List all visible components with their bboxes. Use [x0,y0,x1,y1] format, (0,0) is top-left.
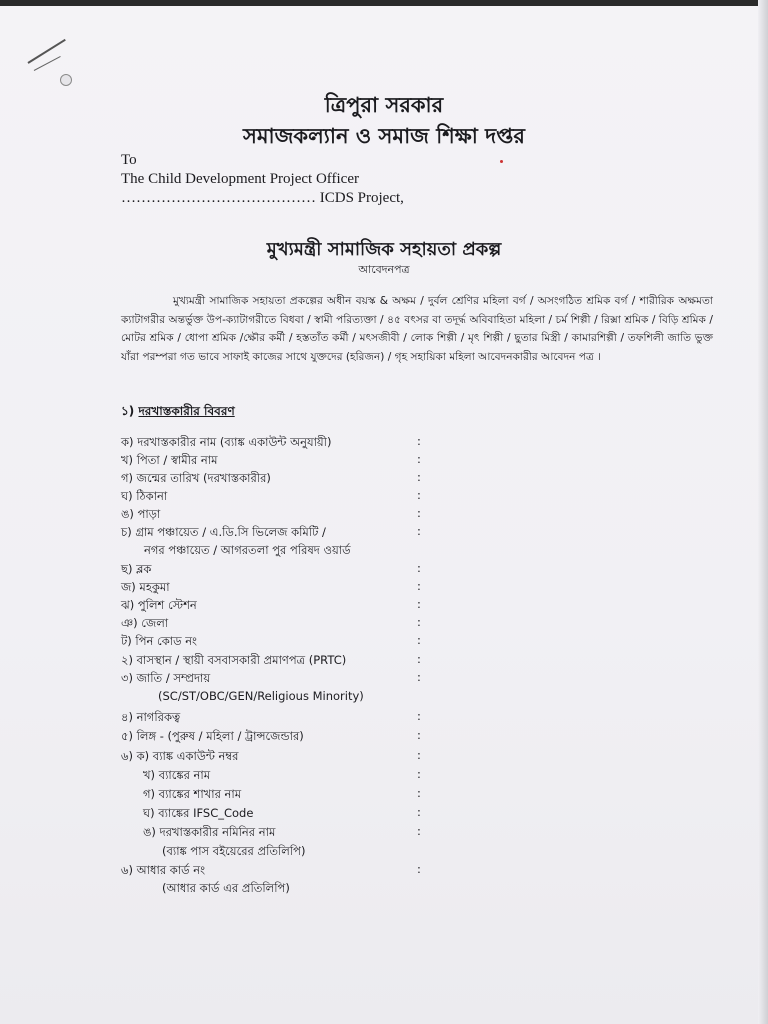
field-label: চ) গ্রাম পঞ্চায়েত / এ.ডি.সি ভিলেজ কমিটি / [121,525,326,539]
form-row [0,452,768,470]
form-row [0,506,768,524]
form-row [0,434,768,452]
address-officer: The Child Development Project Officer [121,171,359,187]
field-label: ৩) জাতি / সম্প্রদায় [121,671,211,685]
field-label: ঝ) পুলিশ স্টেশন [121,598,197,612]
form-row [0,843,768,861]
field-label: জ) মহকুমা [121,580,170,594]
ink-dot [500,160,503,163]
field-label: ঞ) জেলা [121,616,169,630]
field-label: ৪) নাগরিকত্ব [121,710,181,724]
field-colon: : [417,434,421,448]
form-row [0,709,768,727]
field-label: গ) ব্যাঙ্কের শাখার নাম [143,787,242,801]
field-label: নগর পঞ্চায়েত / আগরতলা পুর পরিষদ ওয়ার্ড [144,543,351,557]
field-colon: : [417,524,421,538]
form-row [0,470,768,488]
field-colon: : [417,470,421,484]
pen-mark [27,39,65,64]
section-title: দরখাস্তকারীর বিবরণ [138,404,235,418]
field-colon: : [417,615,421,629]
form-row [0,767,768,785]
form-row [0,880,768,898]
field-label: ঘ) ঠিকানা [121,489,168,503]
field-colon: : [417,633,421,647]
department-title: সমাজকল্যান ও সমাজ শিক্ষা দপ্তর [243,123,525,148]
field-colon: : [417,597,421,611]
form-row [0,561,768,579]
field-colon: : [417,728,421,742]
field-colon: : [417,748,421,762]
field-label: (SC/ST/OBC/GEN/Religious Minority) [158,689,364,703]
field-label: ঙ) পাড়া [121,507,161,521]
field-label: (আধার কার্ড এর প্রতিলিপি) [162,881,290,895]
form-row [0,862,768,880]
form-row [0,524,768,542]
form-row [0,597,768,615]
field-label: খ) পিতা / স্বামীর নাম [121,453,218,467]
form-row [0,728,768,746]
intro-paragraph: মুখ্যমন্ত্রী সামাজিক সহায়তা প্রকল্পের অধীন বয়স্ক & অক্ষম / দুর্বল শ্রেণির মহিলা বর্গ / অসংগঠিত শ্রমিক বর্গ / শারীরিক অক্ষমতা ক্যাটাগরীর অন্তর্ভুক্ত উপ-ক্যাটাগরীতে বিধবা / স্বামী পরিত্যক্তা / ৪৫ বৎসর বা তদূর্দ্ধ অবিবাহিতা মহিলা / চর্ম শিল্পী / রিক্সা শ্রমিক / বিড়ি শ্রমিক / মোটর শ্রমিক / ধোপা শ্রমিক /ক্ষৌর কর্মী / হস্ততাঁত কর্মী / মৎসজীবী / লোক শিল্পী / মৃৎ শিল্পী / ছুতার মিস্ত্রী / কামারশিল্পী / তফশিলী জাতি ভুক্ত যাঁরা পরম্পরা গত ভাবে সাফাই কাজের সাথে যুক্তদের (হরিজন) / গৃহ সহায়িকা মহিলা আবেদনকারীর আবেদন পত্র । [121,295,713,363]
field-label: ক) দরখাস্তকারীর নাম (ব্যাঙ্ক একাউন্ট অনুযায়ী) [121,435,332,449]
field-label: ঙ) দরখাস্তকারীর নমিনির নাম [143,825,276,839]
application-subtitle: আবেদনপত্র [358,263,410,276]
section-heading [121,403,235,423]
field-colon: : [417,786,421,800]
field-label: ঘ) ব্যাঙ্কের IFSC_Code [143,806,254,820]
form-row [0,542,768,560]
form-row [0,824,768,842]
field-label: ৬) আধার কার্ড নং [121,863,206,877]
field-colon: : [417,561,421,575]
form-row [0,689,768,707]
address-project: ………………………………… ICDS Project, [121,190,404,206]
form-row [0,579,768,597]
field-colon: : [417,652,421,666]
section-number: ১) [121,404,135,418]
government-title: ত্রিপুরা সরকার [324,92,444,117]
form-row [0,633,768,651]
field-colon: : [417,862,421,876]
field-colon: : [417,767,421,781]
scheme-title: মুখ্যমন্ত্রী সামাজিক সহায়তা প্রকল্প [266,239,502,260]
form-row [0,488,768,506]
form-row [0,748,768,766]
pen-mark-secondary [34,56,61,71]
field-colon: : [417,824,421,838]
field-label: ৬) ক) ব্যাঙ্ক একাউন্ট নম্বর [121,749,239,763]
form-row [0,786,768,804]
field-colon: : [417,452,421,466]
field-colon: : [417,805,421,819]
field-label: ৫) লিঙ্গ - (পুরুষ / মহিলা / ট্রান্সজেন্ডার) [121,729,304,743]
form-row [0,652,768,670]
field-label: খ) ব্যাঙ্কের নাম [143,768,211,782]
form-row [0,670,768,688]
field-colon: : [417,506,421,520]
scan-edge-top [0,0,768,6]
form-row [0,805,768,823]
address-to: To [121,152,137,168]
field-label: (ব্যাঙ্ক পাস বইয়েরের প্রতিলিপি) [162,844,306,858]
field-label: ২) বাসস্থান / স্থায়ী বসবাসকারী প্রমাণপত্র (PRTC) [121,653,347,667]
field-colon: : [417,709,421,723]
field-colon: : [417,670,421,684]
form-row [0,615,768,633]
field-label: ট) পিন কোড নং [121,634,198,648]
field-label: গ) জন্মের তারিখ (দরখাস্তকারীর) [121,471,271,485]
field-colon: : [417,579,421,593]
punch-hole [60,74,72,86]
field-label: ছ) ব্লক [121,562,152,576]
field-colon: : [417,488,421,502]
